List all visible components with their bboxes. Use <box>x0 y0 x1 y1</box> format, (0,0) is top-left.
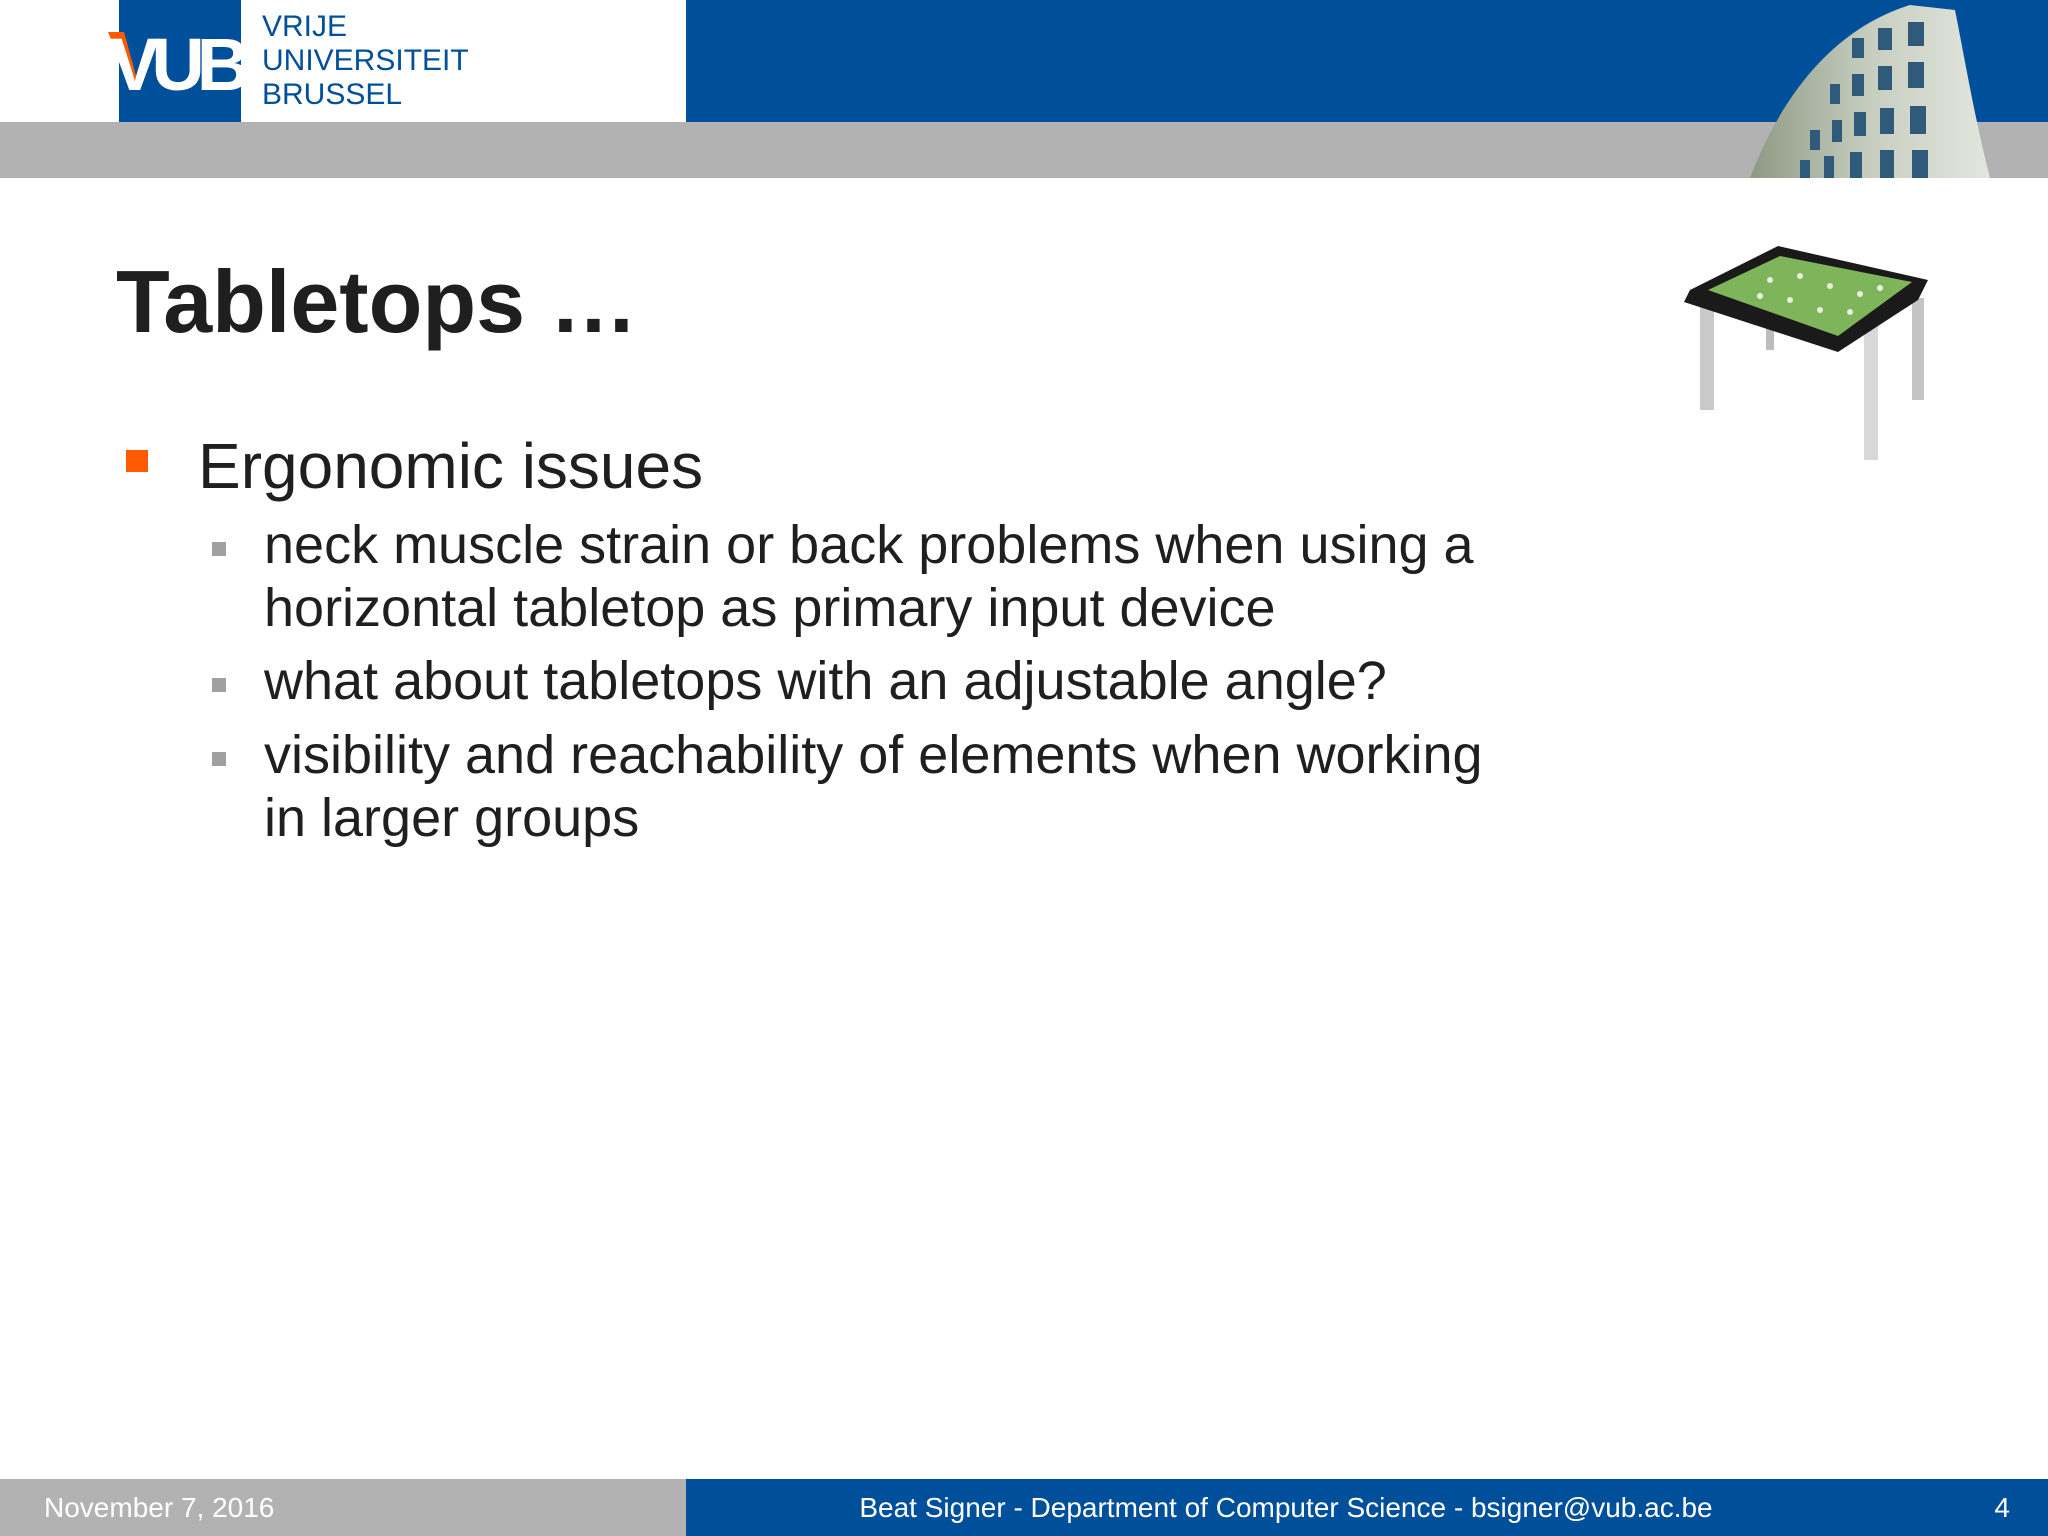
footer-date: November 7, 2016 <box>44 1492 275 1523</box>
sub-bullet-line: what about tabletops with an adjustable angle? <box>264 651 1387 711</box>
sub-bullet-line: in larger groups <box>264 788 640 848</box>
sub-bullet-text <box>264 650 1664 713</box>
sub-bullet-square <box>212 752 226 766</box>
sub-bullet-square <box>212 542 226 556</box>
sub-bullet-line: neck muscle strain or back problems when using a <box>264 515 1474 575</box>
logo-line-3: BRUSSEL <box>262 78 403 111</box>
bullet-square-orange <box>126 450 148 472</box>
sub-bullet-text <box>264 514 1664 640</box>
footer-author-info: Beat Signer - Department of Computer Science - bsigner@vub.ac.be <box>859 1492 1713 1523</box>
sub-bullet-line: horizontal tabletop as primary input device <box>264 578 1276 638</box>
logo-line-1: VRIJE <box>262 10 348 43</box>
logo-letters-text: VUB <box>110 23 243 106</box>
building-photo <box>1740 0 2000 178</box>
sub-bullet-text <box>264 724 1664 850</box>
tabletop-display-icon <box>1680 240 1940 470</box>
sub-bullet-line: visibility and reachability of elements when working <box>264 725 1483 785</box>
sub-bullet-square <box>212 678 226 692</box>
slide-title: Tabletops … <box>116 252 638 351</box>
bullet-text: Ergonomic issues <box>198 430 704 502</box>
logo-wordmark <box>262 10 469 112</box>
page-number: 4 <box>1994 1492 2010 1523</box>
logo-line-2: UNIVERSITEIT <box>262 44 469 77</box>
